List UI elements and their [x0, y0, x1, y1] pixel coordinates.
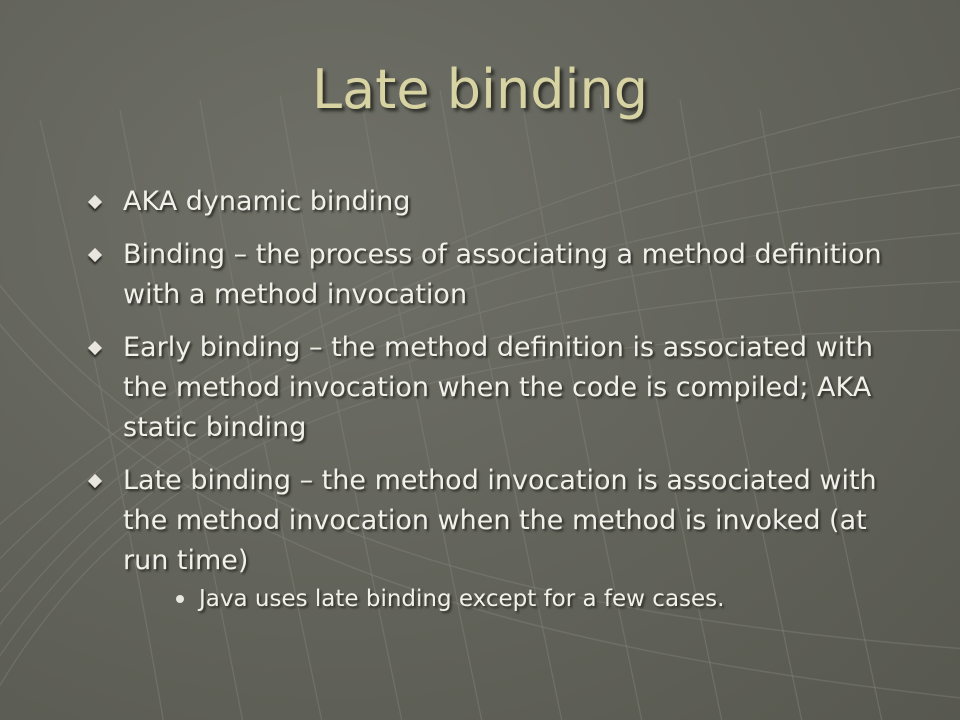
- slide-title: Late binding: [311, 58, 649, 121]
- bullet-text: Binding – the process of associating a method definition with a method invocation: [123, 239, 882, 310]
- dot-bullet-icon: [176, 595, 184, 603]
- bullet-text: AKA dynamic binding: [123, 186, 411, 217]
- diamond-bullet-icon: [88, 195, 102, 209]
- sub-bullet-text: Java uses late binding except for a few cases.: [199, 586, 725, 612]
- diamond-bullet-icon: [88, 248, 102, 262]
- sub-bullet-list: [123, 581, 884, 617]
- bullet-text: Early binding – the method definition is associated with the method invocation when the code is compiled; AKA static binding: [123, 332, 873, 443]
- bullet-list: [84, 182, 884, 630]
- bullet-text: Late binding – the method invocation is associated with the method invocation when the method is invoked (at run time): [123, 465, 877, 576]
- bullet-item: [84, 182, 884, 222]
- diamond-bullet-icon: [88, 341, 102, 355]
- bullet-item: [84, 328, 884, 448]
- diamond-bullet-icon: [88, 474, 102, 488]
- sub-bullet-item: [172, 581, 884, 617]
- bullet-item: [84, 461, 884, 617]
- bullet-item: [84, 235, 884, 315]
